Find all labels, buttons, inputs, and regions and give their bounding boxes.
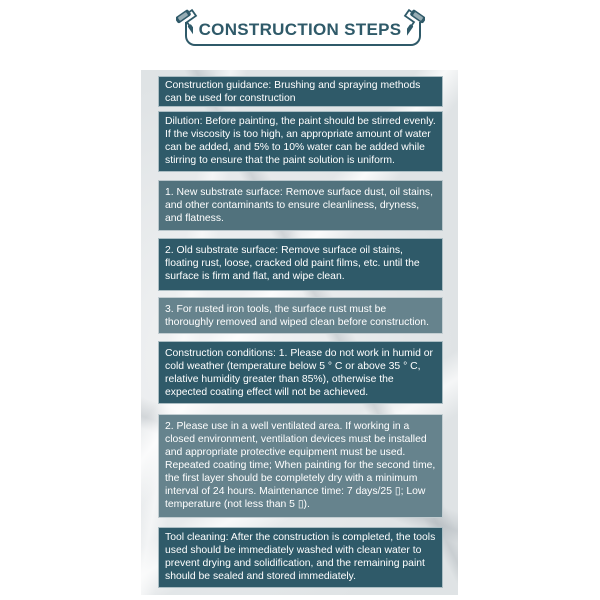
step-old-substrate: 2. Old substrate surface: Remove surface oil stains, floating rust, loose, cracked old paint films, etc. until the surface is firm and flat, and wipe clean. (158, 238, 443, 291)
step-construction-conditions: Construction conditions: 1. Please do not work in humid or cold weather (temperature below 5 ° C or above 35 ° C, relative humidity greater than 85%), otherwise the expected coating effect will not be achieved. (158, 341, 443, 404)
step-rusted-iron: 3. For rusted iron tools, the surface rust must be thoroughly removed and wiped clean before construction. (158, 297, 443, 334)
page-title (0, 20, 600, 40)
step-new-substrate: 1. New substrate surface: Remove surface dust, oil stains, and other contaminants to ensure cleanliness, dryness, and flatness. (158, 180, 443, 231)
header (0, 0, 600, 60)
step-ventilation-and-timing: 2. Please use in a well ventilated area. If working in a closed environment, ventilation devices must be installed and appropriate protective equipment must be used. Repeated coating time; When painting for the second time, the first layer should be completely dry with a minimum interval of 24 hours. Maintenance time: 7 days/25 ▯; Low temperature (not less than 5 ▯). (158, 414, 443, 518)
step-construction-guidance: Construction guidance: Brushing and spraying methods can be used for construction (158, 76, 443, 107)
page-title-text: CONSTRUCTION STEPS (193, 20, 408, 39)
step-tool-cleaning: Tool cleaning: After the construction is completed, the tools used should be immediately washed with clean water to prevent drying and solidification, and the remaining paint should be sealed and stored immediately. (158, 527, 443, 588)
step-dilution: Dilution: Before painting, the paint should be stirred evenly. If the viscosity is too high, an appropriate amount of water can be added, and 5% to 10% water can be added while stirring to ensure that the paint solution is uniform. (158, 111, 443, 172)
